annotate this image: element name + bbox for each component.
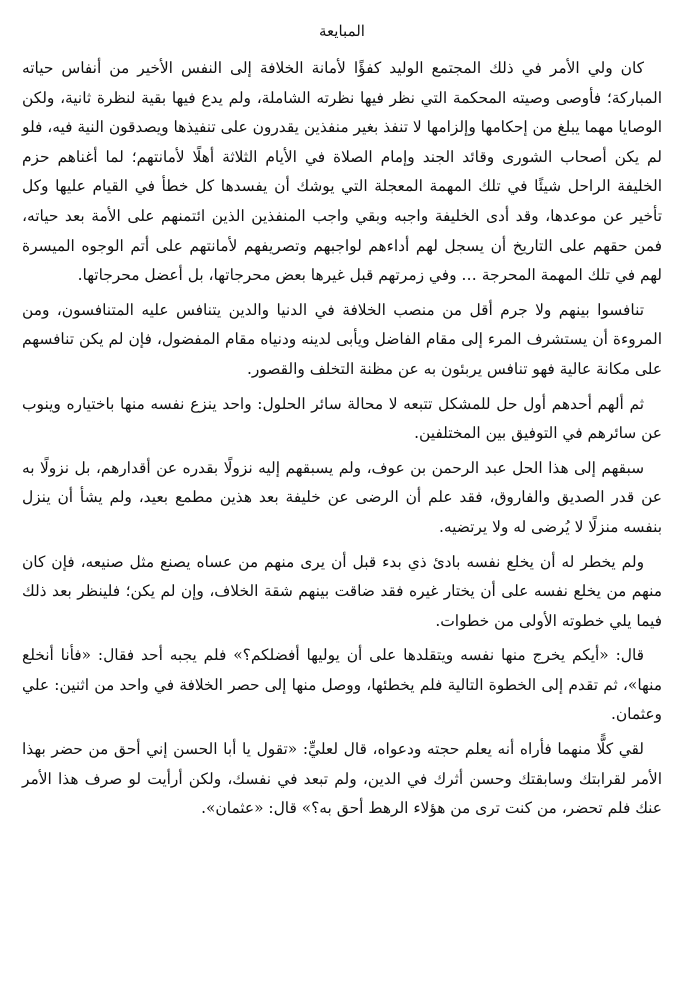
- body-text: [22, 54, 662, 824]
- paragraph: لقي كلًّا منهما فأراه أنه يعلم حجته ودعواه، قال لعليٍّ: «تقول يا أبا الحسن إني أحق من حضر بهذا الأمر لقرابتك وسابقتك وحسن أثرك في الدين، ولم تبعد في نفسك، ولكن أرأيت لو صرف هذا الأمر عنك فلم تحضر، من كنت ترى من هؤلاء الرهط أحق به؟» قال: «عثمان».: [22, 740, 662, 818]
- paragraph: كان ولي الأمر في ذلك المجتمع الوليد كفؤًا لأمانة الخلافة إلى النفس الأخير من أنفاس حياته المباركة؛ فأوصى وصيته المحكمة التي نظر فيها نظرته الشاملة، ولم يدع فيها بقية لنظرة ثانية، ولكن الوصايا مهما يبلغ من إحكامها وإلزامها لا تنفذ بغير منفذين يقدرون على تنفيذها ويصدقون النية فيه، فلو لم يكن أصحاب الشورى وقائد الجند وإمام الصلاة في الأيام الثلاثة أهلًا لأمانتهم؛ لما أغناهم حزم الخليفة الراحل شيئًا في تلك المهمة المعجلة التي يوشك أن يفسدها كل خطأ في القيام عليها وكل تأخير عن موعدها، وقد أدى الخليفة واجبه وبقي واجب المنفذين الذين ائتمنهم على الأمة بعد حياته، فمن حقهم على التاريخ أن يسجل لهم أداءهم لواجبهم وتصريفهم لأمانتهم على أتم الوجوه الميسرة لهم في تلك المهمة المحرجة … وفي زمرتهم قبل غيرها بعض محرجاتها، بل أعضل محرجاتها.: [22, 59, 662, 285]
- book-page: [22, 0, 662, 1000]
- paragraph: ثم ألهم أحدهم أول حل للمشكل تتبعه لا محالة سائر الحلول: واحد ينزع نفسه منها باختياره وينوب عن سائرهم في التوفيق بين المختلفين.: [22, 394, 662, 443]
- paragraph: قال: «أيكم يخرج منها نفسه ويتقلدها على أن يوليها أفضلكم؟» فلم يجبه أحد فقال: «فأنا أنخلع منها»، ثم تقدم إلى الخطوة التالية فلم يخطئها، ووصل منها إلى حصر الخلافة في واحد من اثنين: علي وعثمان.: [22, 646, 662, 724]
- paragraph: سبقهم إلى هذا الحل عبد الرحمن بن عوف، ولم يسبقهم إليه نزولًا بقدره عن أقدارهم، بل نزولًا به عن قدر الصديق والفاروق، فقد علم أن الرضى عن خليفة بعد هذين مطمع بعيد، ولم يشأ أن ينزل بنفسه منزلًا لا يُرضى له ولا يرتضيه.: [22, 458, 662, 536]
- running-header: المبايعة: [319, 22, 365, 40]
- paragraph: تنافسوا بينهم ولا جرم أقل من منصب الخلافة في الدنيا والدين يتنافس عليه المتنافسون، ومن المروءة أن يستشرف المرء إلى مقام الفاضل ويأبى لدينه ودنياه مقام المفضول، فإن لم يكن تنافسهم على مكانة عالية فهو تنافس يربئون به عن مظنة التخلف والقصور.: [22, 300, 662, 378]
- paragraph: ولم يخطر له أن يخلع نفسه بادئ ذي بدء قبل أن يرى منهم من عساه يصنع مثل صنيعه، فإن كان منهم من يخلع نفسه على أن يختار غيره فقد ضاقت بينهم شقة الخلاف، وإن لم يكن؛ فلينظر بعد ذلك فيما يلي خطوته الأولى من خطوات.: [22, 552, 662, 630]
